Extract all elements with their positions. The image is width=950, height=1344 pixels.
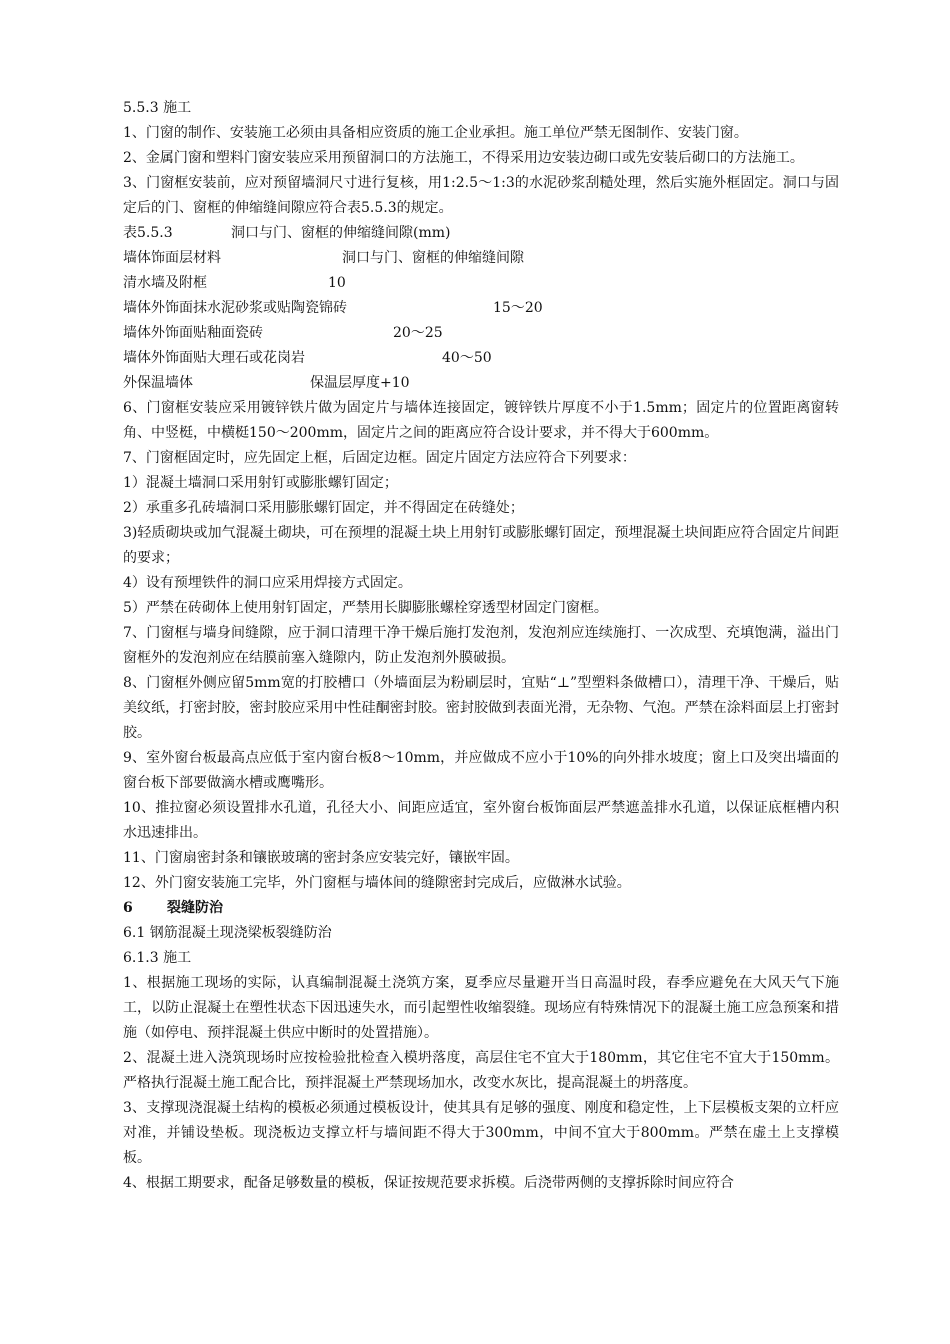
- paragraph-8: 8、门窗框外侧应留5mm宽的打胶槽口（外墙面层为粉刷层时，宜贴“⊥”型塑料条做槽口），清理干净、干燥后，贴美纹纸，打密封胶，密封胶应采用中性硅酮密封胶。密封胶做到表面光滑，无杂物、气泡。严禁在涂料面层上打密封胶。: [123, 675, 839, 741]
- table-cell: 20～25: [393, 325, 443, 341]
- paragraph-3: 3、门窗框安装前，应对预留墙洞尺寸进行复核，用1:2.5～1:3的水泥砂浆刮糙处理，然后实施外框固定。洞口与固定后的门、窗框的伸缩缝间隙应符合表5.5.3的规定。: [123, 175, 839, 216]
- chapter-number: 6: [123, 900, 133, 916]
- list-item: 5）严禁在砖砌体上使用射钉固定，严禁用长脚膨胀螺栓穿透型材固定门窗框。: [123, 600, 608, 616]
- table-row: [123, 346, 839, 371]
- table-row: [123, 321, 839, 346]
- table-row: [123, 271, 839, 296]
- section-heading-6-1: 6.1 钢筋混凝土现浇梁板裂缝防治: [123, 925, 332, 941]
- table-header-cell: 洞口与门、窗框的伸缩缝间隙: [342, 250, 524, 266]
- table-cell: 墙体外饰面贴大理石或花岗岩: [123, 350, 305, 366]
- table-caption: [123, 221, 839, 246]
- paragraph-9: 9、室外窗台板最高点应低于室内窗台板8～10mm，并应做成不应小于10%的向外排水坡度；窗上口及突出墙面的窗台板下部要做滴水槽或鹰嘴形。: [123, 750, 839, 791]
- table-row: [123, 296, 839, 321]
- table-cell: 10: [328, 275, 346, 291]
- table-header-row: [123, 246, 839, 271]
- table-cell: 15～20: [493, 300, 543, 316]
- list-item: 1）混凝土墙洞口采用射钉或膨胀螺钉固定；: [123, 475, 398, 491]
- paragraph-q4: 4、根据工期要求，配备足够数量的模板，保证按规范要求拆模。后浇带两侧的支撑拆除时间应符合: [123, 1175, 734, 1191]
- paragraph-7: 7、门窗框固定时，应先固定上框，后固定边框。固定片固定方法应符合下列要求：: [123, 450, 636, 466]
- table-cell: 保温层厚度+10: [310, 375, 410, 391]
- paragraph-7b: 7、门窗框与墙身间缝隙，应于洞口清理干净干燥后施打发泡剂，发泡剂应连续施打、一次成型、充填饱满，溢出门窗框外的发泡剂应在结膜前塞入缝隙内，防止发泡剂外膜破损。: [123, 625, 839, 666]
- paragraph-2: 2、金属门窗和塑料门窗安装应采用预留洞口的方法施工，不得采用边安装边砌口或先安装后砌口的方法施工。: [123, 150, 804, 166]
- table-caption-number: 表5.5.3: [123, 225, 173, 241]
- paragraph-10: 10、推拉窗必须设置排水孔道，孔径大小、间距应适宜，室外窗台板饰面层严禁遮盖排水孔道，以保证底框槽内积水迅速排出。: [123, 800, 839, 841]
- table-cell: 40～50: [442, 350, 492, 366]
- table-row: [123, 371, 839, 396]
- chapter-heading-6: [123, 896, 839, 921]
- list-item: 3)轻质砌块或加气混凝土砌块，可在预埋的混凝土块上用射钉或膨胀螺钉固定，预埋混凝土块间距应符合固定片间距的要求；: [123, 525, 839, 566]
- paragraph-12: 12、外门窗安装施工完毕，外门窗框与墙体间的缝隙密封完成后，应做淋水试验。: [123, 875, 631, 891]
- list-item: 2）承重多孔砖墙洞口采用膨胀螺钉固定，并不得固定在砖缝处；: [123, 500, 524, 516]
- paragraph-q3: 3、支撑现浇混凝土结构的模板必须通过模板设计，使其具有足够的强度、刚度和稳定性，上下层模板支架的立杆应对准，并铺设垫板。现浇板边支撑立杆与墙间距不得大于300mm，中间不宜大于800mm。严禁在虚土上支撑模板。: [123, 1100, 839, 1166]
- paragraph-q2: 2、混凝土进入浇筑现场时应按检验批检查入模坍落度，高层住宅不宜大于180mm，其它住宅不宜大于150mm。严格执行混凝土施工配合比，预拌混凝土严禁现场加水，改变水灰比，提高混凝土的坍落度。: [123, 1050, 839, 1091]
- paragraph-11: 11、门窗扇密封条和镶嵌玻璃的密封条应安装完好，镶嵌牢固。: [123, 850, 519, 866]
- table-cell: 墙体外饰面抹水泥砂浆或贴陶瓷锦砖: [123, 300, 347, 316]
- section-heading-6-1-3: 6.1.3 施工: [123, 950, 192, 966]
- paragraph-1: 1、门窗的制作、安装施工必须由具备相应资质的施工企业承担。施工单位严禁无图制作、安装门窗。: [123, 125, 748, 141]
- chapter-title: 裂缝防治: [167, 900, 223, 916]
- document-page: [123, 96, 839, 1196]
- paragraph-q1: 1、根据施工现场的实际，认真编制混凝土浇筑方案，夏季应尽量避开当日高温时段，春季应避免在大风天气下施工，以防止混凝土在塑性状态下因迅速失水，而引起塑性收缩裂缝。现场应有特殊情况下的混凝土施工应急预案和措施（如停电、预拌混凝土供应中断时的处置措施）。: [123, 975, 839, 1041]
- paragraph-6: 6、门窗框安装应采用镀锌铁片做为固定片与墙体连接固定，镀锌铁片厚度不小于1.5mm；固定片的位置距离窗转角、中竖梃，中横梃150～200mm，固定片之间的距离应符合设计要求，并不得大于600mm。: [123, 400, 839, 441]
- table-cell: 墙体外饰面贴釉面瓷砖: [123, 325, 263, 341]
- table-cell: 外保温墙体: [123, 375, 193, 391]
- list-item: 4）设有预埋铁件的洞口应采用焊接方式固定。: [123, 575, 412, 591]
- table-cell: 清水墙及附框: [123, 275, 207, 291]
- table-header-cell: 墙体饰面层材料: [123, 250, 221, 266]
- section-heading-5-5-3: 5.5.3 施工: [123, 100, 192, 116]
- table-caption-title: 洞口与门、窗框的伸缩缝间隙(mm): [231, 225, 451, 241]
